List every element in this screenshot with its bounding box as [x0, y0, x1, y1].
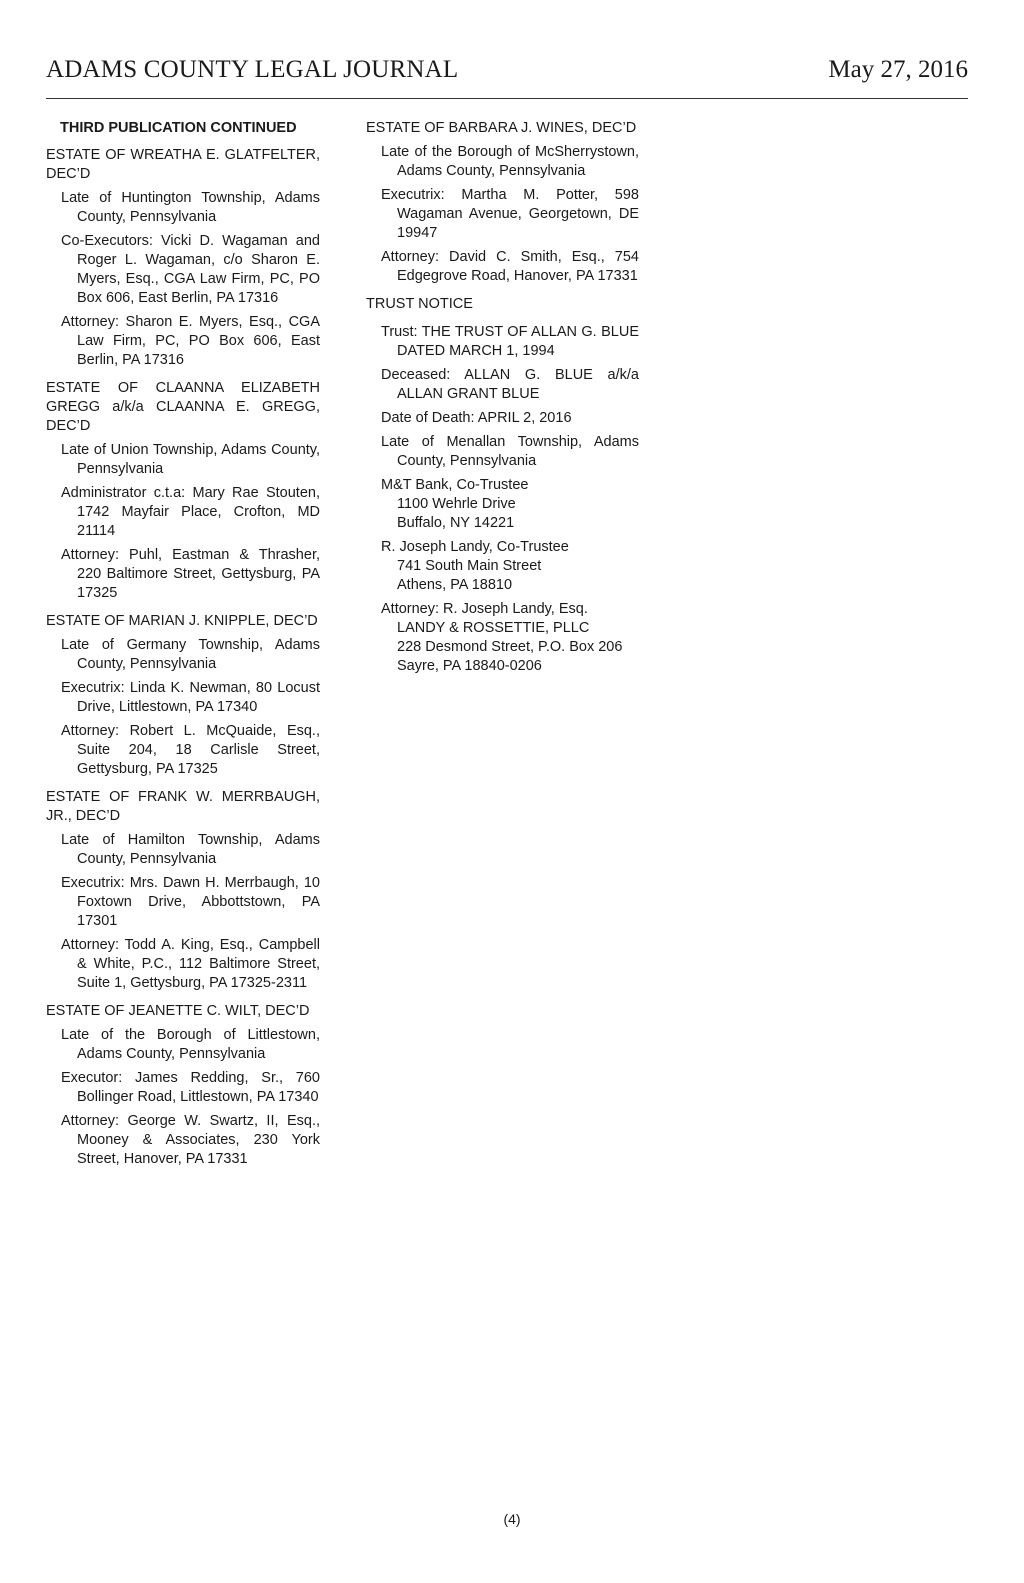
- page-number: (4): [503, 1511, 521, 1527]
- estate-title: ESTATE OF BARBARA J. WINES, DEC’D: [366, 120, 637, 136]
- residence-line: Late of Hamilton Township, Adams County, Pennsylvania: [61, 832, 320, 867]
- co-trustee-individual: [366, 538, 639, 595]
- estate-title: ESTATE OF CLAANNA ELIZABETH GREGG a/k/a CLAANNA E. GREGG, DEC’D: [46, 380, 320, 434]
- attorney-line: Attorney: Todd A. King, Esq., Campbell & White, P.C., 112 Baltimore Street, Suite 1, Gettysburg, PA 17325-2311: [61, 937, 320, 991]
- estate-title: ESTATE OF WREATHA E. GLATFELTER, DEC’D: [46, 147, 320, 182]
- date-of-death-line: Date of Death: APRIL 2, 2016: [381, 410, 572, 426]
- co-trustee-street: 1100 Wehrle Drive: [397, 496, 516, 512]
- executor-line: Executrix: Linda K. Newman, 80 Locust Drive, Littlestown, PA 17340: [61, 680, 320, 715]
- residence-line: Late of Union Township, Adams County, Pennsylvania: [61, 442, 320, 477]
- journal-title: ADAMS COUNTY LEGAL JOURNAL: [46, 56, 459, 83]
- section-heading: THIRD PUBLICATION CONTINUED: [60, 120, 297, 136]
- right-column: [366, 119, 639, 685]
- attorney-street: 228 Desmond Street, P.O. Box 206: [397, 639, 623, 655]
- attorney-line: Attorney: David C. Smith, Esq., 754 Edgegrove Road, Hanover, PA 17331: [381, 249, 639, 284]
- estate-notice: [46, 379, 320, 603]
- trust-attorney: [366, 600, 639, 676]
- estate-notice: [46, 612, 320, 779]
- co-trustee-city: Athens, PA 18810: [397, 577, 513, 593]
- co-trustee-street: 741 South Main Street: [397, 558, 542, 574]
- estate-notice: [46, 146, 320, 370]
- residence-line: Late of Menallan Township, Adams County, Pennsylvania: [381, 434, 639, 469]
- executor-line: Executrix: Mrs. Dawn H. Merrbaugh, 10 Foxtown Drive, Abbottstown, PA 17301: [61, 875, 320, 929]
- issue-date: May 27, 2016: [828, 56, 968, 83]
- page-header: [46, 54, 968, 99]
- trust-notice-title: TRUST NOTICE: [366, 296, 473, 312]
- attorney-line: Attorney: George W. Swartz, II, Esq., Mooney & Associates, 230 York Street, Hanover, PA 17331: [61, 1113, 320, 1167]
- attorney-name: Attorney: R. Joseph Landy, Esq.: [381, 601, 588, 617]
- attorney-line: Attorney: Puhl, Eastman & Thrasher, 220 Baltimore Street, Gettysburg, PA 17325: [61, 547, 320, 601]
- co-trustee-name: R. Joseph Landy, Co-Trustee: [381, 539, 569, 555]
- executor-line: Administrator c.t.a: Mary Rae Stouten, 1742 Mayfair Place, Crofton, MD 21114: [61, 485, 320, 539]
- co-trustee-city: Buffalo, NY 14221: [397, 515, 515, 531]
- co-trustee-name: M&T Bank, Co-Trustee: [381, 477, 529, 493]
- residence-line: Late of Germany Township, Adams County, Pennsylvania: [61, 637, 320, 672]
- estate-notice: [46, 788, 320, 993]
- left-column: [46, 119, 320, 1178]
- attorney-line: Attorney: Robert L. McQuaide, Esq., Suite 204, 18 Carlisle Street, Gettysburg, PA 17325: [61, 723, 320, 777]
- estate-title: ESTATE OF JEANETTE C. WILT, DEC’D: [46, 1003, 310, 1019]
- trust-name-line: Trust: THE TRUST OF ALLAN G. BLUE DATED MARCH 1, 1994: [381, 324, 639, 359]
- estate-title: ESTATE OF FRANK W. MERRBAUGH, JR., DEC’D: [46, 789, 320, 824]
- executor-line: Executor: James Redding, Sr., 760 Bollinger Road, Littlestown, PA 17340: [61, 1070, 320, 1105]
- attorney-line: Attorney: Sharon E. Myers, Esq., CGA Law Firm, PC, PO Box 606, East Berlin, PA 17316: [61, 314, 320, 368]
- estate-title: ESTATE OF MARIAN J. KNIPPLE, DEC’D: [46, 613, 318, 629]
- estate-notice: [46, 1002, 320, 1169]
- attorney-firm: LANDY & ROSSETTIE, PLLC: [397, 620, 590, 636]
- executor-line: Co-Executors: Vicki D. Wagaman and Roger L. Wagaman, c/o Sharon E. Myers, Esq., CGA Law Firm, PC, PO Box 606, East Berlin, PA 17316: [61, 233, 320, 306]
- co-trustee-bank: [366, 476, 639, 533]
- executor-line: Executrix: Martha M. Potter, 598 Wagaman Avenue, Georgetown, DE 19947: [381, 187, 639, 241]
- trust-notice: [366, 295, 639, 676]
- attorney-city: Sayre, PA 18840-0206: [397, 658, 542, 674]
- estate-notice: [366, 119, 639, 286]
- residence-line: Late of Huntington Township, Adams County, Pennsylvania: [61, 190, 320, 225]
- deceased-line: Deceased: ALLAN G. BLUE a/k/a ALLAN GRANT BLUE: [381, 367, 639, 402]
- residence-line: Late of the Borough of Littlestown, Adams County, Pennsylvania: [61, 1027, 320, 1062]
- residence-line: Late of the Borough of McSherrystown, Adams County, Pennsylvania: [381, 144, 639, 179]
